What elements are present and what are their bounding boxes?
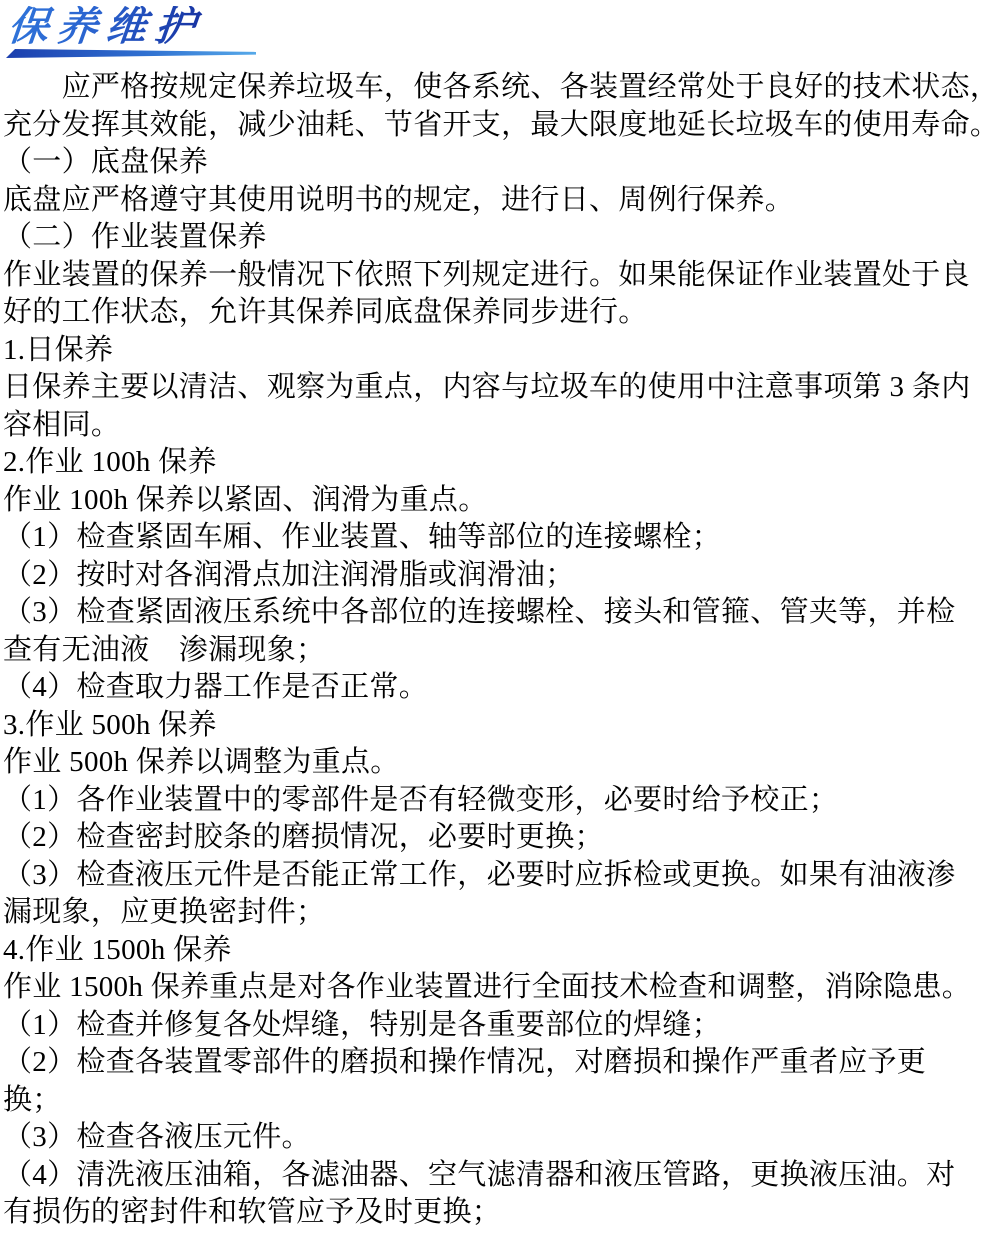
page-title: 保养维护: [5, 5, 207, 49]
text-line: 作业 100h 保养以紧固、润滑为重点。: [3, 483, 488, 516]
text-line: 2.作业 100h 保养: [3, 446, 217, 478]
text-line: （2）按时对各润滑点加注润滑脂或润滑油；: [3, 558, 575, 591]
text-line: 好的工作状态，允许其保养同底盘保养同步进行。: [3, 296, 648, 328]
text-line: （1）检查紧固车厢、作业装置、轴等部位的连接螺栓；: [3, 521, 722, 553]
text-line: （一）底盘保养: [3, 146, 209, 178]
text-line: 查有无油液 渗漏现象；: [3, 633, 326, 666]
text-line: 充分发挥其效能，减少油耗、节省开支，最大限度地延长垃圾车的使用寿命。: [3, 108, 1000, 141]
text-line: （4）清洗液压油箱，各滤油器、空气滤清器和液压管路，更换液压油。对: [3, 1158, 956, 1191]
text-line: 日保养主要以清洁、观察为重点，内容与垃圾车的使用中注意事项第 3 条内: [3, 371, 971, 403]
text-line: 应严格按规定保养垃圾车，使各系统、各装置经常处于良好的技术状态，: [3, 71, 1000, 103]
text-line: 作业 1500h 保养重点是对各作业装置进行全面技术检查和调整，消除隐患。: [3, 971, 972, 1003]
text-line: 换；: [3, 1083, 62, 1116]
text-line: （1）检查并修复各处焊缝，特别是各重要部位的焊缝；: [3, 1008, 722, 1041]
text-line: 4.作业 1500h 保养: [3, 933, 232, 966]
text-line: 有损伤的密封件和软管应予及时更换；: [3, 1196, 502, 1228]
document-body: [3, 69, 1000, 1232]
text-line: 3.作业 500h 保养: [3, 708, 217, 741]
text-line: （3）检查液压元件是否能正常工作，必要时应拆检或更换。如果有油液渗: [3, 858, 956, 891]
text-line: （2）检查各装置零部件的磨损和操作情况，对磨损和操作严重者应予更: [3, 1046, 927, 1078]
text-line: （4）检查取力器工作是否正常。: [3, 671, 429, 703]
text-line: （1）各作业装置中的零部件是否有轻微变形，必要时给予校正；: [3, 783, 839, 816]
text-line: 作业 500h 保养以调整为重点。: [3, 746, 400, 778]
text-line: （2）检查密封胶条的磨损情况，必要时更换；: [3, 821, 604, 853]
document-header: [6, 6, 256, 58]
text-line: （二）作业装置保养: [3, 221, 267, 253]
text-line: （3）检查紧固液压系统中各部位的连接螺栓、接头和管箍、管夹等，并检: [3, 596, 956, 628]
text-line: 1.日保养: [3, 333, 114, 366]
title-underline-decoration: [6, 49, 256, 58]
text-line: 底盘应严格遵守其使用说明书的规定，进行日、周例行保养。: [3, 183, 795, 216]
text-line: 作业装置的保养一般情况下依照下列规定进行。如果能保证作业装置处于良: [3, 258, 970, 291]
text-line: 漏现象，应更换密封件；: [3, 896, 326, 928]
text-line: （3）检查各液压元件。: [3, 1121, 311, 1153]
text-line: 容相同。: [3, 408, 121, 441]
